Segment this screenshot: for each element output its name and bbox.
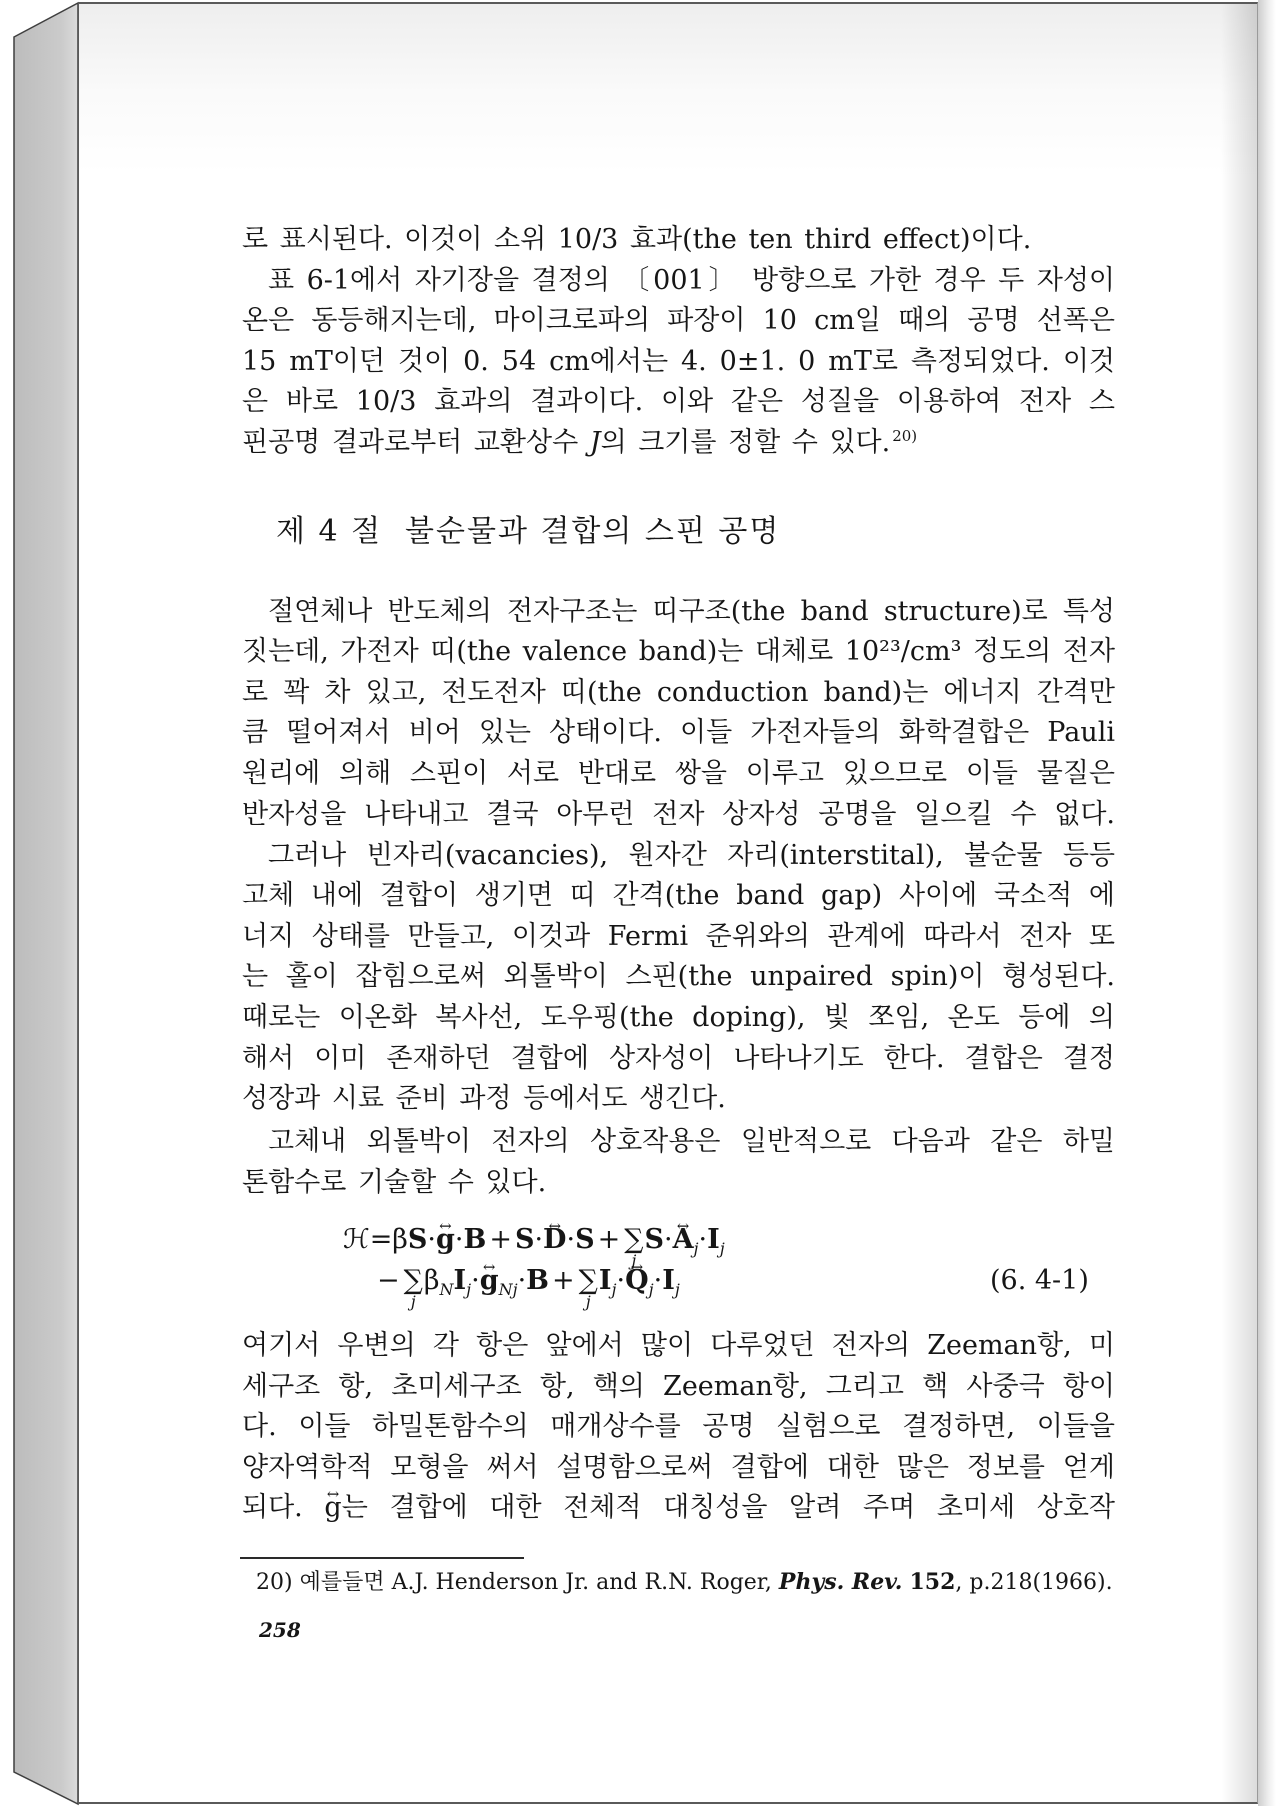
paragraph-4-line-1: 고체내 외톨박이 전자의 상호작용은 일반적으로 다음과 같은 하밀 [268, 1126, 1115, 1157]
eq-plus: + [597, 1224, 621, 1255]
eq-nuclear-spin-I: I [662, 1264, 675, 1296]
g-tensor-symbol: ↔ g [324, 1488, 341, 1528]
paragraph-2-line-6: 반자성을 나타내고 결국 아무런 전자 상자성 공명을 일으킬 수 없다. [242, 798, 1115, 830]
eq-Q-tensor: ↔ Q [625, 1261, 649, 1301]
eq-nuclear-spin-I: I [598, 1264, 612, 1296]
paragraph-5-line-1: 여기서 우변의 각 항은 앞에서 많이 다루었던 전자의 Zeeman항, 미 [242, 1330, 1115, 1361]
eq-dot: · [698, 1224, 708, 1255]
footnote-prefix: 20) 예를들면 A.J. Henderson Jr. and R.N. Roger, [256, 1570, 779, 1595]
eq-gN-tensor: ↔ g [480, 1261, 499, 1301]
eq-minus: − [377, 1264, 400, 1296]
sum-index: j [410, 1291, 416, 1311]
sum-sign: ∑ [624, 1224, 644, 1255]
footnote-volume: 152 [909, 1569, 956, 1595]
eq-spin-S: S [644, 1224, 664, 1255]
paragraph-3-line-7: 성장과 시료 준비 과정 등에서도 생긴다. [242, 1083, 726, 1115]
eq-spin-S: S [514, 1224, 535, 1255]
sum-sign: ∑ [403, 1264, 423, 1296]
eq-subscript: j [648, 1279, 654, 1299]
paragraph-5-line-3: 다. 이들 하밀톤함수의 매개상수를 공명 실험으로 결정하면, 이들을 [242, 1411, 1115, 1443]
equation-line-1 [343, 1220, 725, 1270]
eq-plus: + [552, 1264, 575, 1296]
page-number: 258 [259, 1618, 301, 1642]
hamiltonian-symbol: ℋ [343, 1224, 370, 1255]
eq-g-tensor: ↔ g [436, 1220, 455, 1260]
line-text: 핀공명 결과로부터 교환상수 [242, 427, 590, 458]
eq-summation [403, 1261, 423, 1311]
section-number: 제 4 절 [276, 514, 383, 549]
paragraph-5-line-4: 양자역학적 모형을 써서 설명함으로써 결합에 대한 많은 정보를 얻게 [242, 1451, 1115, 1483]
paragraph-2-line-3: 로 꽉 차 있고, 전도전자 띠(the conduction band)는 에너지 간격만 [242, 676, 1115, 708]
sum-index: j [585, 1291, 591, 1311]
eq-dot: · [663, 1224, 673, 1255]
paragraph-2-line-5: 원리에 의해 스핀이 서로 반대로 쌍을 이루고 있으므로 이들 물질은 [242, 757, 1115, 789]
eq-subscript: j [719, 1239, 725, 1258]
sum-index: j [631, 1251, 637, 1270]
eq-A-tensor: ↔ A [673, 1220, 694, 1260]
eq-field-B: B [526, 1264, 549, 1296]
eq-nuclear-spin-I: I [453, 1264, 467, 1296]
exchange-constant-symbol: J [589, 427, 601, 458]
paragraph-3-line-3: 너지 상태를 만들고, 이것과 Fermi 준위와의 관계에 따라서 전자 또 [242, 920, 1115, 952]
eq-equals-beta: =β [369, 1224, 408, 1255]
line-text: 의 크기를 정할 수 있다. [600, 427, 891, 458]
paragraph-5-line-5 [242, 1488, 1115, 1528]
paragraph-4-line-2: 톤함수로 기술할 수 있다. [242, 1166, 547, 1198]
page-edge-shadow [1221, 4, 1257, 1802]
footnote-journal: Phys. Rev. [778, 1569, 903, 1595]
paragraph-3-line-1: 그러나 빈자리(vacancies), 원자간 자리(interstital), 불순물 등등 [268, 839, 1115, 871]
page-outer-shadow [1258, 0, 1276, 1806]
footnote-rule [240, 1557, 524, 1559]
eq-summation [578, 1261, 598, 1311]
paragraph-2-line-2: 짓는데, 가전자 띠(the valence band)는 대체로 10²³/cm³ 정도의 전자 [242, 636, 1115, 668]
eq-spin-S: S [407, 1224, 428, 1255]
paragraph-1-line-1: 표 6-1에서 자기장을 결정의 〔001〕 방향으로 가한 경우 두 자성이 [268, 264, 1115, 296]
eq-nuclear-spin-I: I [707, 1224, 720, 1255]
paragraph-1-line-2: 온은 동등해지는데, 마이크로파의 파장이 10 cm일 때의 공명 선폭은 [242, 305, 1115, 337]
paragraph-1-line-3: 15 mT이던 것이 0. 54 cm에서는 4. 0±1. 0 mT로 측정되었다. 이것 [242, 345, 1115, 377]
sum-sign: ∑ [578, 1264, 598, 1296]
carryover-line: 로 표시된다. 이것이 소위 10/3 효과(the ten third effect)이다. [242, 224, 1032, 255]
eq-dot: · [534, 1224, 544, 1255]
paragraph-5-line-2: 세구조 항, 초미세구조 항, 핵의 Zeeman항, 그리고 핵 사중극 항이 [242, 1370, 1115, 1402]
line-text: 되다. [242, 1492, 325, 1524]
section-title: 불순물과 결합의 스핀 공명 [405, 514, 781, 549]
eq-subscript: j [466, 1279, 472, 1299]
eq-dot: · [454, 1224, 464, 1255]
paragraph-3-line-5: 때로는 이온화 복사선, 도우핑(the doping), 빛 쪼임, 온도 등에 의 [242, 1001, 1115, 1033]
eq-subscript: Nj [498, 1279, 518, 1299]
eq-subscript: N [439, 1279, 454, 1299]
eq-subscript: j [611, 1279, 617, 1299]
eq-field-B: B [463, 1224, 487, 1255]
eq-spin-S: S [575, 1224, 595, 1255]
eq-dot: · [653, 1264, 663, 1296]
paragraph-3-line-4: 는 홀이 잡힘으로써 외톨박이 스핀(the unpaired spin)이 형성된다. [242, 961, 1115, 993]
footnote-pages: , p.218(1966). [955, 1570, 1113, 1595]
book-spine [0, 0, 80, 1806]
equation-line-2 [374, 1261, 680, 1311]
paragraph-2-line-4: 큼 떨어져서 비어 있는 상태이다. 이들 가전자들의 화학결합은 Pauli [242, 717, 1115, 749]
eq-dot: · [427, 1224, 437, 1255]
line-text: 는 결합에 대한 전체적 대칭성을 알려 주며 초미세 상호작 [341, 1492, 1115, 1524]
footnote-reference: 20) [892, 427, 918, 445]
eq-beta: β [423, 1264, 440, 1296]
eq-dot: · [566, 1224, 576, 1255]
eq-subscript: j [693, 1239, 699, 1258]
eq-D-tensor: ↔ D [543, 1220, 566, 1260]
eq-dot: · [471, 1264, 480, 1296]
eq-dot: · [616, 1264, 626, 1296]
paragraph-3-line-2: 고체 내에 결합이 생기면 띠 간격(the band gap) 사이에 국소적 에 [242, 880, 1115, 912]
eq-summation [624, 1220, 644, 1270]
footnote [256, 1567, 1113, 1597]
paragraph-1-line-5 [242, 423, 1115, 463]
eq-plus: + [489, 1224, 512, 1255]
equation-number: (6. 4-1) [990, 1264, 1089, 1296]
eq-dot: · [517, 1264, 527, 1296]
eq-subscript: j [674, 1279, 680, 1299]
paragraph-3-line-6: 해서 이미 존재하던 결합에 상자성이 나타나기도 한다. 결합은 결정 [242, 1042, 1115, 1074]
paragraph-1-line-4: 은 바로 10/3 효과의 결과이다. 이와 같은 성질을 이용하여 전자 스 [242, 386, 1115, 418]
paragraph-2-line-1: 절연체나 반도체의 전자구조는 띠구조(the band structure)로 특성 [268, 595, 1115, 627]
